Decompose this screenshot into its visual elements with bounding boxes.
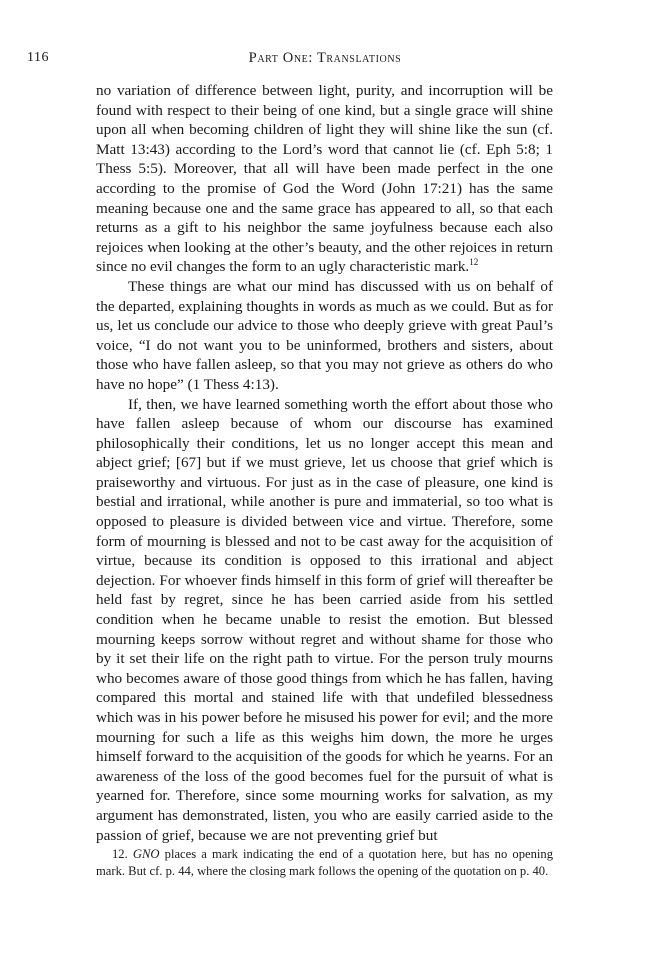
running-title: Part One: Translations [248, 50, 402, 66]
footnote-reference[interactable]: 12 [469, 257, 479, 268]
footnote-text: places a mark indicating the end of a quotation here, but has no opening mark. But cf. p. 44, where the closing mark follows the opening of the quotation on p. 40. [96, 847, 553, 878]
paragraph-3: If, then, we have learned something worth the effort about those who have fallen asleep because of whom our discourse has examined philosophically their conditions, let us no longer accept this mean and abject grief; [67] but if we must grieve, let us choose that grief which is praiseworthy and virtuous. For just as in the case of pleasure, one kind is bestial and irrational, while another is pure and immaterial, so too what is opposed to pleasure is divided between vice and virtue. Therefore, some form of mourning is blessed and not to be cast away for the acquisition of virtue, because its condition is opposed to this irrational and abject dejection. For whoever finds himself in this form of grief will thereafter be held fast by regret, since he has been carried aside from his settled condition when he became unable to resist the emotion. But blessed mourning keeps sorrow without regret and without shame for those who by it set their life on the right path to virtue. For the person truly mourns who becomes aware of those good things from which he has fallen, having compared this mortal and stained life with that undefiled blessedness which was in his power before he misused his power for evil; and the more mourning for such a life as this weighs him down, the more he urges himself forward to the acquisition of the goods for which he yearns. For an awareness of the loss of the good becomes fuel for the pursuit of what is yearned for. Therefore, since some mourning works for salvation, as my argument has demonstrated, listen, you who are easily carried aside to the passion of grief, because we are not preventing grief but [96, 395, 553, 844]
paragraph-1-text: no variation of difference between light, purity, and incorruption will be found with respect to their being of one kind, but a single grace will shine upon all when becoming children of light they will shine like the sun (cf. Matt 13:43) according to the Lord’s word that cannot lie (cf. Eph 5:8; 1 Thess 5:5). Moreover, that all will have been made perfect in the one according to the promise of God the Word (John 17:21) has the same meaning because one and the same grace has appeared to all, so that each returns as a gift to his neighbor the same joyfulness because each also rejoices when looking at the other’s beauty, and the other rejoices in return since no evil changes the form to an ugly characteristic mark. [96, 82, 553, 276]
footnote-number: 12. [112, 847, 128, 861]
paragraph-2: These things are what our mind has discussed with us on behalf of the departed, explaining thoughts in words as much as we could. But as for us, let us conclude our advice to those who deeply grieve with great Paul’s voice, “I do not want you to be uninformed, brothers and sisters, about those who have fallen asleep, so that you may not grieve as others do who have no hope” (1 Thess 4:13). [96, 277, 553, 393]
footnote-12 [96, 846, 553, 880]
running-head [0, 50, 650, 72]
body-text [96, 81, 553, 845]
page-number: 116 [27, 50, 49, 65]
paragraph-continued [96, 81, 553, 277]
footnote-source-abbrev: GNO [132, 847, 160, 861]
